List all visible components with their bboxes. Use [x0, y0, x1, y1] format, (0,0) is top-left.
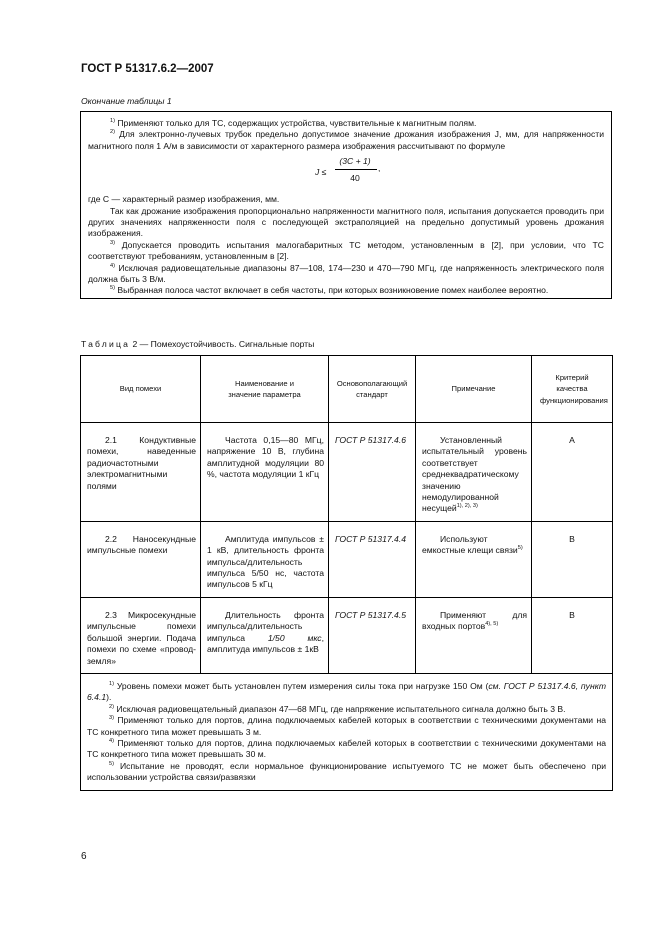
formula-lhs: J ≤	[315, 167, 327, 178]
table1-note-3: $^{3)}$ Допускается проводить испытания малогабаритных ТС методом, установленным в [2], при условии, что ТС соответствуют требованиям, установленным в [2].	[88, 239, 605, 262]
row-interference-type: 2.3 Микросекундные импульсные помехи большой энергии. Подача помехи по схеме «провод-земля»	[87, 609, 196, 666]
footnote-mark: 5)	[109, 760, 114, 767]
table-row	[81, 597, 613, 673]
jitter-formula	[88, 152, 604, 194]
footnote-mark: 2)	[110, 129, 115, 136]
table2-note-4: $^{4)}$ Применяют только для портов, длина подключаемых кабелей которых в соответствии с техническими документами на ТС конкретного типа может превышать 30 м.	[87, 737, 606, 760]
footnote-mark: 1)	[109, 681, 114, 688]
footnote-mark: 2)	[109, 703, 114, 710]
formula-comma: ,	[378, 163, 381, 174]
table1-paragraph: Так как дрожание изображения пропорционально напряженности магнитного поля, испытания допускается проводить при других значениях напряженности поля с последующей экстраполяцией на предельно допустимый уровень дрожания изображения.	[88, 205, 604, 239]
table-row	[81, 521, 613, 597]
table2-caption-prefix: Таблица	[81, 339, 131, 349]
formula-numerator: (3C + 1)	[339, 156, 371, 167]
table1-note-4: $^{4)}$ Исключая радиовещательные диапазоны 87—108, 174—230 и 470—790 МГц, где напряженность электрического поля должна быть 3 В/м.	[88, 262, 604, 285]
page-number: 6	[81, 851, 87, 862]
table1-note-2: $^{2)}$ Для электронно-лучевых трубок предельно допустимое значение дрожания изображения J, мм, для напряженности магнитного поля 1 А/м в зависимости от характерного размера изображения рассчитывают по формуле	[88, 129, 604, 151]
table2-note-1: $^{1)}$ Уровень помехи может быть установлен путем измерения силы тока при нагрузке 150 Ом (см. ГОСТ Р 51317.4.6, пункт 6.4.1).	[87, 680, 607, 703]
row-interference-type: 2.1 Кондуктивные помехи, наведенные радиочастотными электромагнитными полями	[87, 435, 196, 491]
footnote-mark: 4)	[110, 262, 115, 269]
footnote-mark: 5)	[110, 285, 115, 292]
row-parameter: Амплитуда импульсов ± 1 кВ, длительность фронта импульса/длительность импульса 5/50 нс, частота импульсов 5 кГц	[207, 533, 324, 590]
table2-caption	[81, 339, 314, 350]
row-criterion: В	[569, 609, 575, 620]
table2-header-cell: Основополагающий стандарт	[329, 356, 416, 423]
row-note: Установленный испытательный уровень соответствует среднеквадратическому значению немодулированной несущей$^{1), 2), 3)}$	[422, 435, 527, 514]
table2-header-cell: Вид помехи	[81, 356, 201, 423]
footnote-mark: 1)	[110, 118, 115, 125]
table2-notes	[81, 674, 612, 790]
table2	[80, 355, 613, 791]
table2-notes-row	[81, 673, 613, 790]
row-parameter: Длительность фронта импульса/длительность импульса 1/50 мкс, амплитуда импульсов ± 1кВ	[207, 609, 324, 655]
row-note: Применяют для входных портов$^{4), 5)}$	[422, 609, 527, 632]
footnote-mark: 1), 2), 3)	[456, 503, 478, 510]
formula-fraction-bar	[335, 169, 377, 170]
table1-where: где C — характерный размер изображения, мм.	[88, 194, 280, 205]
row-criterion: А	[569, 435, 575, 445]
table1-notes-box	[80, 111, 612, 299]
table-continuation-label: Окончание таблицы 1	[81, 96, 172, 106]
formula-denominator: 40	[350, 173, 360, 184]
row-interference-type: 2.2 Наносекундные импульсные помехи	[87, 533, 196, 556]
row-parameter: Частота 0,15—80 МГц, напряжение 10 В, глубина амплитудной модуляции 80 %, частота модуляции 1 кГц	[207, 435, 324, 480]
table2-note-2: $^{2)}$ Исключая радиовещательный диапазон 47—68 МГц, где напряжение испытательного сигнала должно быть 3 В.	[109, 703, 566, 714]
row-standard: ГОСТ Р 51317.4.6	[335, 435, 406, 445]
footnote-mark: 4), 5)	[485, 621, 499, 628]
row-note: Используют емкостные клещи связи$^{5)}$	[422, 533, 523, 556]
row-criterion: В	[569, 533, 575, 544]
table2-note-3: $^{3)}$ Применяют только для портов, длина подключаемых кабелей которых в соответствии с техническими документами на ТС конкретного типа может превышать 3 м.	[87, 715, 606, 737]
footnote-mark: 4)	[109, 738, 114, 745]
table2-caption-text: 2 — Помехоустойчивость. Сигнальные порты	[132, 339, 315, 349]
table-row	[81, 423, 613, 522]
table2-header-cell: Наименование и значение параметра	[201, 356, 329, 423]
footnote-mark: 3)	[110, 239, 115, 246]
document-header: ГОСТ Р 51317.6.2—2007	[81, 63, 214, 75]
table2-header-row	[81, 356, 613, 423]
row-standard: ГОСТ Р 51317.4.5	[335, 609, 406, 620]
footnote-mark: 5)	[517, 545, 523, 552]
table2-header-cell: Критерий качества функционирования	[532, 356, 613, 423]
row-standard: ГОСТ Р 51317.4.4	[335, 533, 406, 544]
table2-header-cell: Примечание	[416, 356, 532, 423]
table2-note-5: $^{5)}$ Испытание не проводят, если нормальное функционирование испытуемого ТС не может быть обеспечено при использовании устройства связи/развязки	[87, 760, 606, 783]
footnote-mark: 3)	[109, 715, 114, 722]
table1-note-5: $^{5)}$ Выбранная полоса частот включает в себя частоты, при которых возникновение помех наиболее вероятно.	[110, 285, 549, 296]
table1-note-1: $^{1)}$ Применяют только для ТС, содержащих устройства, чувствительные к магнитным полям.	[110, 118, 477, 128]
